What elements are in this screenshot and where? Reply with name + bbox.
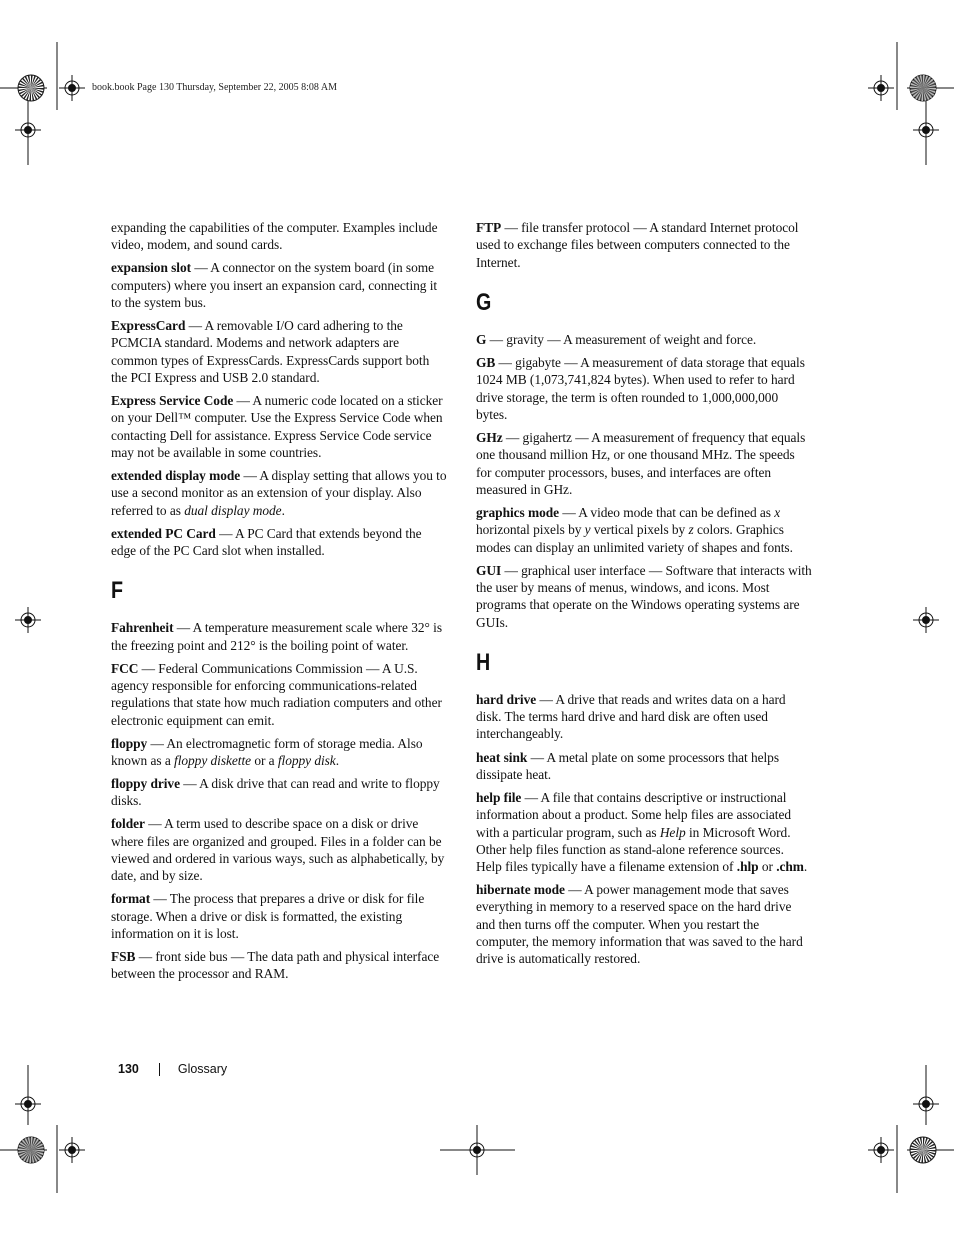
registration-target-icon — [913, 1091, 939, 1117]
color-calibration-star-icon — [910, 75, 936, 101]
section-letter-g: G — [476, 288, 492, 316]
glossary-entry: expansion slot — A connector on the system board (in some computers) where you insert an expansion card, connecting it to the system bus. — [111, 260, 438, 310]
glossary-entry: FSB — front side bus — The data path and physical interface between the processor and RAM. — [111, 949, 440, 982]
glossary-entry: help file — A file that contains descriptive or instructional information about a product. Some help files are associated with a particular program, such as Help in Microsoft Word. Other help files function as stand-alone reference sources. Help files typically have a filename extension of .hlp or .chm. — [476, 789, 808, 875]
glossary-entry: GUI — graphical user interface — Software that interacts with the user by means of menus, windows, and icons. Most programs that operate on the Windows operating systems are GUIs. — [476, 562, 812, 630]
glossary-entry: G — gravity — A measurement of weight and force. — [476, 331, 757, 347]
registration-target-icon — [59, 1137, 85, 1163]
glossary-entry: format — The process that prepares a drive or disk for file storage. When a drive or disk is formatted, the existing information on it is lost. — [111, 891, 425, 942]
glossary-entry: GB — gigabyte — A measurement of data storage that equals 1024 MB (1,073,741,824 bytes). When used to refer to hard drive storage, the term is often rounded to 1,000,000,000 bytes. — [476, 354, 805, 422]
glossary-entry: extended PC Card — A PC Card that extends beyond the edge of the PC Card slot when installed. — [111, 525, 422, 559]
registration-target-icon — [913, 117, 939, 143]
page-footer — [118, 1062, 227, 1076]
glossary-entry: floppy — An electromagnetic form of storage media. Also known as a floppy diskette or a floppy disk. — [111, 735, 423, 768]
glossary-entry: hibernate mode — A power management mode that saves everything in memory to a reserved space on the hard drive and then turns off the computer. When you restart the computer, the memory information that was saved to the hard drive is automatically restored. — [476, 882, 803, 967]
registration-target-icon — [15, 607, 41, 633]
glossary-entry: folder — A term used to describe space on a disk or drive where files are organized and grouped. Files in a folder can be viewed and ordered in various ways, such as alphabetically, by date, and by size. — [111, 816, 445, 884]
glossary-entry: FTP — file transfer protocol — A standard Internet protocol used to exchange files between computers connected to the Internet. — [476, 220, 799, 270]
running-header: book.book Page 130 Thursday, September 22, 2005 8:08 AM — [92, 82, 337, 93]
glossary-entry: extended display mode — A display setting that allows you to use a second monitor as an extension of your display. Also referred to as dual display mode. — [111, 468, 447, 518]
left-column — [111, 219, 447, 989]
glossary-entry: floppy drive — A disk drive that can read and write to floppy disks. — [111, 776, 440, 809]
color-calibration-star-icon — [18, 75, 44, 101]
footer-section: Glossary — [177, 1062, 228, 1076]
glossary-entry: hard drive — A drive that reads and writes data on a hard disk. The terms hard drive and hard disk are often used interchangeably. — [476, 691, 786, 742]
page-number: 130 — [118, 1062, 139, 1076]
registration-target-icon — [15, 117, 41, 143]
glossary-entry: graphics mode — A video mode that can be defined as x horizontal pixels by y vertical pixels by z colors. Graphics modes can display an unlimited variety of shapes and fonts. — [476, 504, 793, 555]
registration-target-icon — [15, 1091, 41, 1117]
registration-target-icon — [868, 1137, 894, 1163]
glossary-entry: Express Service Code — A numeric code located on a sticker on your Dell™ computer. Use the Express Service Code when contacting Dell for assistance. Express Service Code service may not be available in some countries. — [111, 393, 443, 460]
section-letter-f: F — [111, 577, 124, 605]
glossary-entry: ExpressCard — A removable I/O card adhering to the PCMCIA standard. Modems and network adapters are common types of ExpressCards. ExpressCards support both the PCI Express and USB 2.0 standard. — [111, 318, 430, 385]
glossary-entry: Fahrenheit — A temperature measurement scale where 32° is the freezing point and 212° is the boiling point of water. — [111, 620, 442, 653]
glossary-entry-continued: expanding the capabilities of the computer. Examples include video, modem, and sound cards. — [111, 220, 438, 253]
registration-target-icon — [464, 1137, 490, 1163]
glossary-entry: GHz — gigahertz — A measurement of frequency that equals one thousand million Hz, or one thousand MHz. The speeds for computer processors, buses, and interfaces are often measured in GHz. — [476, 429, 806, 497]
glossary-entry: heat sink — A metal plate on some processors that helps dissipate heat. — [476, 749, 779, 782]
footer-divider — [159, 1063, 160, 1076]
color-calibration-star-icon — [18, 1137, 44, 1163]
registration-target-icon — [913, 607, 939, 633]
registration-target-icon — [59, 75, 85, 101]
glossary-entry: FCC — Federal Communications Commission — A U.S. agency responsible for enforcing communications-related regulations that state how much radiation computers and other electronic equipment can emit. — [111, 660, 442, 728]
registration-target-icon — [868, 75, 894, 101]
right-column — [476, 219, 812, 973]
color-calibration-star-icon — [910, 1137, 936, 1163]
section-letter-h: H — [476, 648, 491, 676]
